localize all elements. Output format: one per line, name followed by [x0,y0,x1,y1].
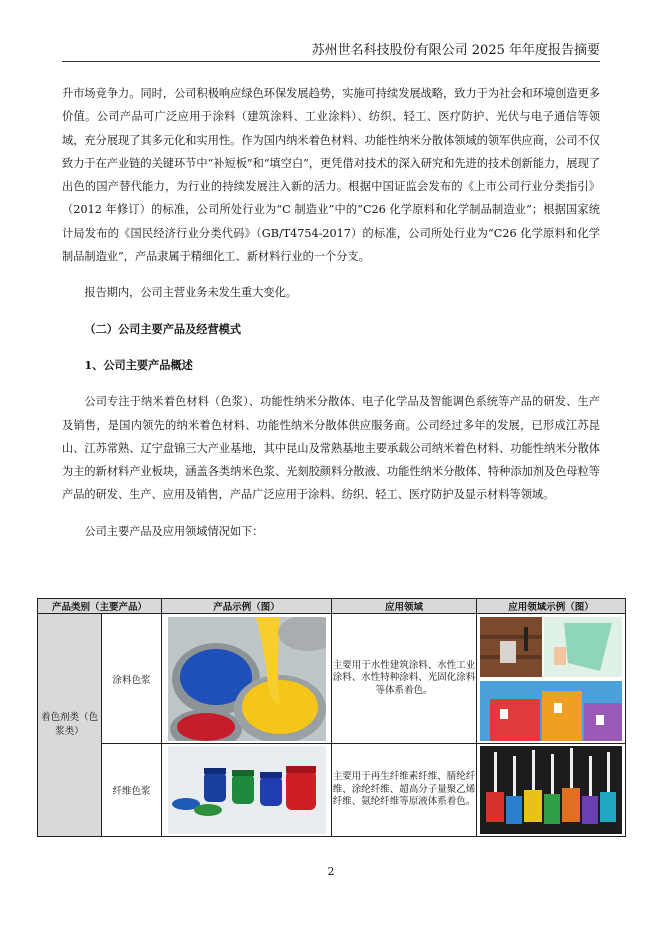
paste-jars-image [168,746,326,834]
paragraph-3: 公司专注于纳米着色材料（色浆）、功能性纳米分散体、电子化学品及智能调色系统等产品的研发、生产及销售，是国内领先的纳米着色材料、功能性纳米分散体供应服务商。公司经过多年的发展，已形成江苏昆山、江苏常熟、辽宁盘锦三大产业基地，其中昆山及常熟基地主要承载公司纳米着色材料、功能性纳米分散体为主的新材料产业板块，涵盖各类纳米色浆、光刻胶颜料分散液、功能性纳米分散体、特种添加剂及色母粒等产品的研发、生产、应用及销售，产品广泛应用于涂料、纺织、轻工、医疗防护及显示材料等领域。 [62,395,600,502]
application-text-cell: 主要用于水性建筑涂料、水性工业涂料、水性特种涂料、光固化涂料等体系着色。 [332,614,477,744]
yarn-spools-image [480,746,622,834]
section-heading: （二）公司主要产品及经营模式 [84,321,242,336]
page-number: 2 [327,865,335,878]
product-name-cell: 纤维色浆 [102,744,162,837]
header-rule [62,61,600,62]
painting-scenes-image [480,617,622,741]
paint-cans-image [168,617,326,741]
table-row [38,744,626,837]
application-text-cell: 主要用于再生纤维素纤维、腈纶纤维、涂纶纤维、超高分子量聚乙烯纤维、氨纶纤维等原液体系着色。 [332,744,477,837]
product-name-cell: 涂料色浆 [102,614,162,744]
body-text [62,82,600,543]
paragraph-2: 报告期内，公司主营业务未发生重大变化。 [84,286,297,300]
subsection-heading: 1、公司主要产品概述 [84,357,193,372]
header-application: 应用领域 [332,599,477,614]
page-header: 苏州世名科技股份有限公司 2025 年年度报告摘要 [311,43,600,58]
header-product-image: 产品示例（图） [162,599,332,614]
category-cell: 着色剂类（色浆类） [38,614,102,837]
application-image-cell [477,744,626,837]
product-image-cell [162,614,332,744]
header-application-image: 应用领域示例（图） [477,599,626,614]
products-table [37,598,626,837]
header-category: 产品类别（主要产品） [38,599,162,614]
paragraph-4: 公司主要产品及应用领域情况如下： [84,524,264,538]
product-image-cell [162,744,332,837]
table-header-row [38,599,626,614]
table-row [38,614,626,744]
paragraph-1: 升市场竞争力。同时，公司积极响应绿色环保发展趋势，实施可持续发展战略，致力于为社会和环境创造更多价值。公司产品可广泛应用于涂料（建筑涂料、工业涂料）、纺织、轻工、医疗防护、光伏与电子通信等领域，充分展现了其多元化和实用性。作为国内纳米着色材料、功能性纳米分散体领域的领军供应商，公司不仅致力于在产业链的关键环节中“补短板”和“填空白”，更凭借对技术的深入研究和先进的技术创新能力，展现了出色的国产替代能力，为行业的持续发展注入新的活力。根据中国证监会发布的《上市公司行业分类指引》（2012 年修订）的标准，公司所处行业为“C 制造业”中的“C26 化学原料和化学制品制造业”；根据国家统计局发布的《国民经济行业分类代码》（GB/T4754-2017）的标准，公司所处行业为“C26 化学原料和化学制品制造业”，产品隶属于精细化工、新材料行业的一个分支。 [62,87,600,264]
application-image-cell [477,614,626,744]
